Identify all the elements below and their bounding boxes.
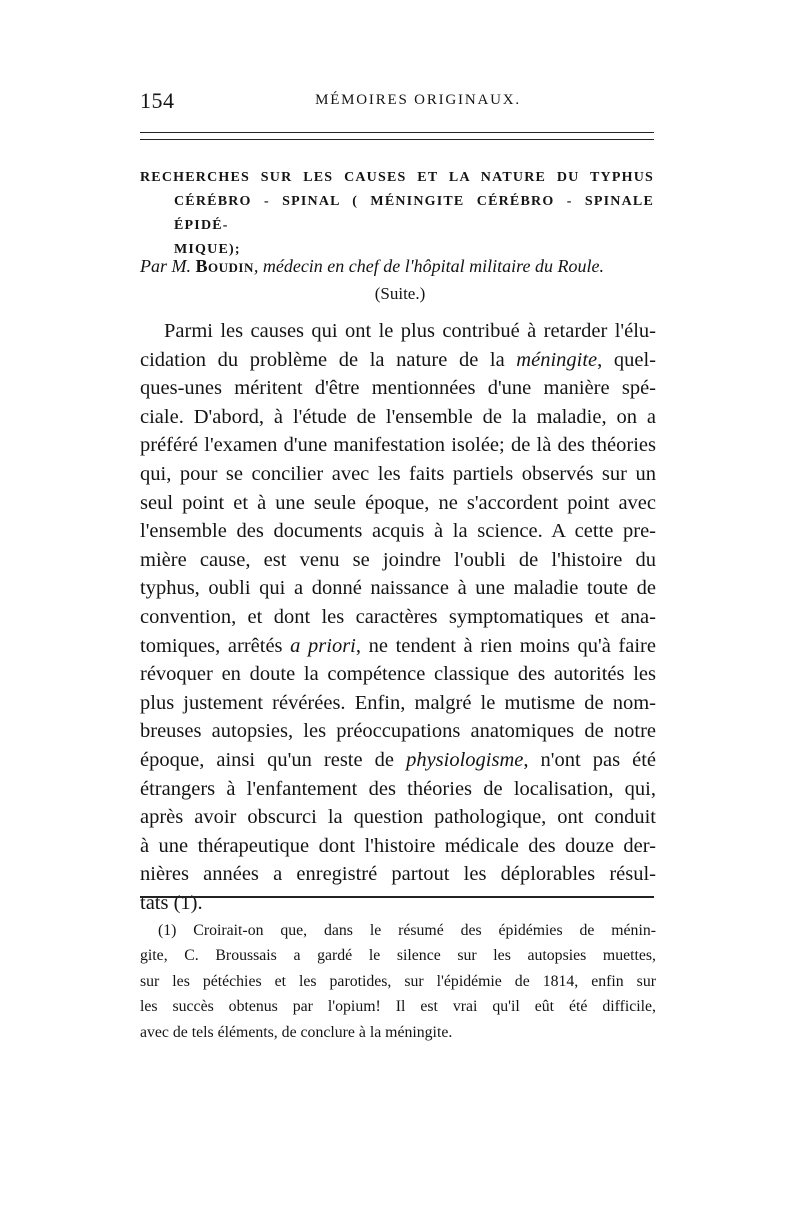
body-line: ciale. D'abord, à l'étude de l'ensemble de la maladie, on a <box>140 405 656 428</box>
title-line: CÉRÉBRO - SPINAL ( MÉNINGITE CÉRÉBRO - SPINALE ÉPIDÉ- <box>174 194 654 233</box>
body-text <box>140 317 656 917</box>
author-affiliation: , médecin en chef de l'hôpital militaire du Roule. <box>253 256 604 276</box>
body-line: tomiques, arrêtés a priori, ne tendent à rien moins qu'à faire <box>140 634 656 657</box>
body-line: à une thérapeutique dont l'histoire médicale des douze der- <box>140 834 656 857</box>
italic-term: physiologisme <box>406 748 524 771</box>
footnote-rule <box>140 896 654 898</box>
body-line: Parmi les causes qui ont le plus contribué à retarder l'élu- <box>164 320 656 342</box>
footnote-line: gite, C. Broussais a gardé le silence sur les autopsies muettes, <box>140 947 656 965</box>
body-line: préféré l'examen d'une manifestation isolée; de là des théories <box>140 434 656 457</box>
footnotes <box>140 918 656 1045</box>
body-line: étrangers à l'enfantement des théories de localisation, qui, <box>140 777 656 800</box>
header-rule-bottom <box>140 139 654 140</box>
body-line: breuses autopsies, les préoccupations anatomiques de notre <box>140 720 656 743</box>
running-head: MÉMOIRES ORIGINAUX. <box>315 92 521 108</box>
title-line: RECHERCHES SUR LES CAUSES ET LA NATURE DU TYPHUS <box>140 170 654 185</box>
body-line: cidation du problème de la nature de la méningite, quel- <box>140 348 656 371</box>
body-line: époque, ainsi qu'un reste de physiologisme, n'ont pas été <box>140 748 657 771</box>
body-line: plus justement révérées. Enfin, malgré le mutisme de nom- <box>140 691 656 714</box>
article-title <box>140 166 654 262</box>
body-line: seul point et à une seule époque, ne s'accordent point avec <box>140 491 656 514</box>
footnote-line: (1) Croirait-on que, dans le résumé des épidémies de ménin- <box>158 922 656 939</box>
continuation-note: (Suite.) <box>374 284 426 303</box>
body-line: après avoir obscurci la question pathologique, ont conduit <box>140 806 656 829</box>
body-line: ques-unes méritent d'être mentionnées d'une manière spé- <box>140 377 656 400</box>
italic-term: a priori <box>290 634 356 657</box>
page-number: 154 <box>140 88 175 113</box>
body-line: tats (1). <box>140 891 203 914</box>
body-line: convention, et dont les caractères symptomatiques et ana- <box>140 605 656 628</box>
body-line: nières années a enregistré partout les déplorables résul- <box>140 863 656 886</box>
body-line: l'ensemble des documents acquis à la science. A cette pre- <box>140 520 656 543</box>
footnote-line: avec de tels éléments, de conclure à la méningite. <box>140 1023 453 1041</box>
italic-term: méningite <box>516 348 598 371</box>
body-line: typhus, oubli qui a donné naissance à une maladie toute de <box>140 577 656 600</box>
body-line: révoquer en doute la compétence classique des autorités les <box>140 663 656 686</box>
body-line: mière cause, est venu se joindre l'oubli de l'histoire du <box>140 548 656 571</box>
author-name: Boudin <box>195 256 254 276</box>
footnote-line: sur les pétéchies et les parotides, sur l'épidémie de 1814, enfin sur <box>140 972 656 990</box>
byline-title: M. <box>171 256 191 276</box>
footnote-line: les succès obtenus par l'opium! Il est vrai qu'il eût été difficile, <box>140 998 656 1016</box>
header-rule-top <box>140 132 654 133</box>
byline-prefix: Par <box>140 256 167 276</box>
body-line: qui, pour se concilier avec les faits partiels observés sur un <box>140 462 656 485</box>
title-line: MIQUE); <box>174 242 241 257</box>
byline <box>140 256 660 277</box>
